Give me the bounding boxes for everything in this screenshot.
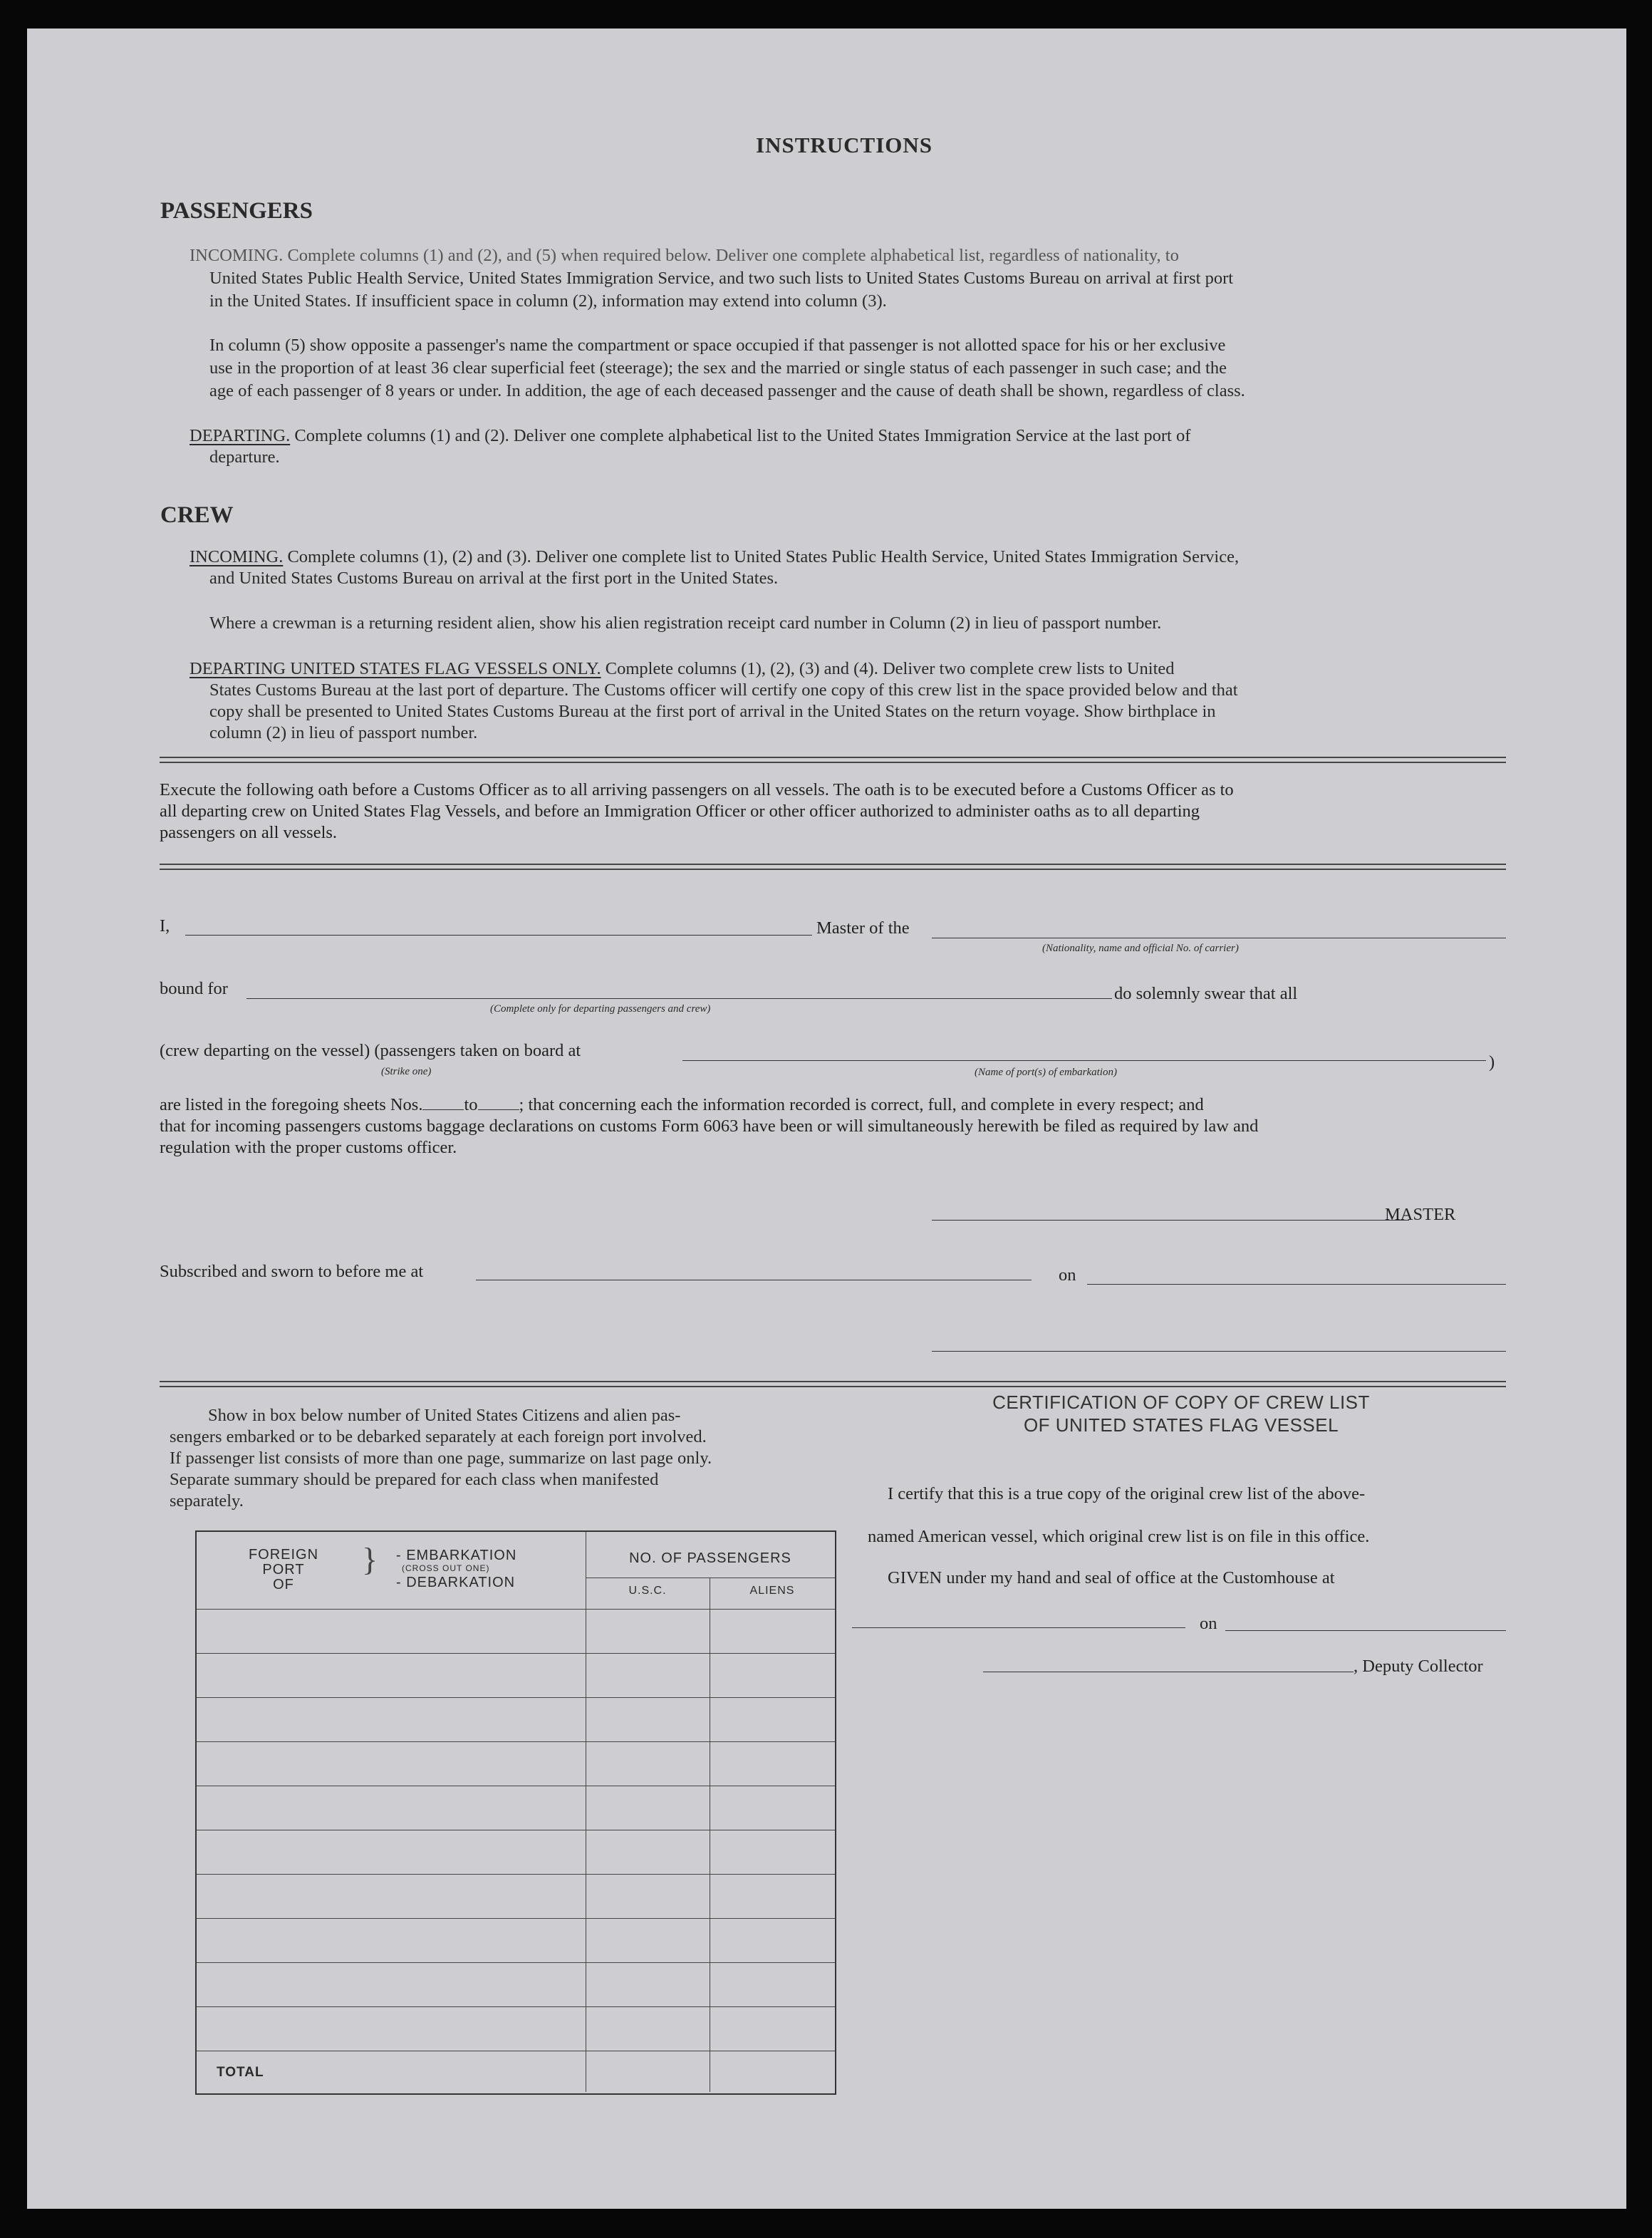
crew-resident-line: Where a crewman is a returning resident alien, show his alien registration receipt card number in Column (2) in lieu of passport number.: [209, 613, 1162, 633]
master-signature-field[interactable]: [932, 1220, 1409, 1221]
table-row[interactable]: [197, 1874, 835, 1875]
crew-departing-line4: column (2) in lieu of passport number.: [209, 723, 478, 742]
summary-line5: separately.: [170, 1491, 244, 1511]
crew-incoming-line1: INCOMING. Complete columns (1), (2) and (3). Deliver one complete list to United States Public Health Service, United States Immigration Service,: [189, 547, 1240, 566]
page-title: INSTRUCTIONS: [756, 133, 933, 157]
oath-i-label: I,: [160, 916, 170, 936]
table-row[interactable]: [197, 1962, 835, 1963]
crew-departing-label: (crew departing on the vessel) (passengers taken on board at: [160, 1041, 581, 1060]
brace-glyph: }: [362, 1541, 378, 1578]
embarkation-label: - EMBARKATION: [396, 1548, 517, 1563]
official-signature-field[interactable]: [932, 1351, 1506, 1352]
certification-line2: named American vessel, which original crew list is on file in this office.: [868, 1527, 1370, 1546]
certification-line1: I certify that this is a true copy of the original crew list of the above-: [888, 1484, 1366, 1503]
close-paren: ): [1489, 1052, 1495, 1072]
divider: [160, 757, 1506, 763]
subscribed-on-label: on: [1059, 1265, 1076, 1285]
crew-incoming-label: INCOMING.: [189, 547, 284, 566]
bound-for-field[interactable]: [246, 998, 1112, 999]
passenger-summary-table: [195, 1530, 836, 2095]
oath-instruction-line1: Execute the following oath before a Customs Officer as to all arriving passengers on all vessels. The oath is to be executed before a Customs Officer as to: [160, 780, 1234, 799]
column5-line1: In column (5) show opposite a passenger's name the compartment or space occupied if that passenger is not allotted space for his or her exclusive: [209, 336, 1226, 355]
column5-line2: use in the proportion of at least 36 clear superficial feet (steerage); the sex and the married or single status of each passenger in such case; and the: [209, 358, 1227, 378]
foreign-port-header: FOREIGN PORT OF: [248, 1547, 319, 1592]
summary-line2: sengers embarked or to be debarked separately at each foreign port involved.: [170, 1427, 707, 1446]
master-signature-label: MASTER: [1385, 1205, 1456, 1224]
certification-title: CERTIFICATION OF COPY OF CREW LIST OF UNITED STATES FLAG VESSEL: [992, 1392, 1370, 1436]
certification-on-label: on: [1200, 1614, 1217, 1633]
deputy-collector-label: , Deputy Collector: [1354, 1657, 1483, 1676]
complete-caption: (Complete only for departing passengers and crew): [490, 1003, 711, 1015]
embarkation-ports-field[interactable]: [682, 1060, 1486, 1061]
sheet-from-field[interactable]: [422, 1097, 464, 1110]
certification-line3: GIVEN under my hand and seal of office at the Customhouse at: [888, 1568, 1335, 1587]
listed-line3: regulation with the proper customs officer.: [160, 1138, 457, 1157]
no-passengers-header: NO. OF PASSENGERS: [629, 1550, 791, 1566]
divider: [160, 1381, 1506, 1387]
passengers-incoming-label: INCOMING.: [189, 246, 284, 265]
nationality-caption: (Nationality, name and official No. of carrier): [1042, 943, 1239, 954]
passengers-incoming-line2: United States Public Health Service, United States Immigration Service, and two such lists to United States Customs Bureau on arrival at first port: [209, 269, 1234, 288]
customhouse-field[interactable]: [852, 1627, 1185, 1628]
subscribed-date-field[interactable]: [1087, 1284, 1506, 1285]
passengers-incoming-line1: INCOMING. Complete columns (1) and (2), and (5) when required below. Deliver one complete alphabetical list, regardless of nationality, to: [189, 246, 1179, 265]
cross-out-label: (CROSS OUT ONE): [402, 1563, 490, 1573]
crew-departing-line2: States Customs Bureau at the last port of departure. The Customs officer will certify one copy of this crew list in the space provided below and that: [209, 680, 1238, 700]
document-page: [27, 29, 1626, 2209]
crew-departing-label: DEPARTING UNITED STATES FLAG VESSELS ONLY.: [189, 659, 601, 678]
passengers-departing-label: DEPARTING.: [189, 426, 291, 445]
ports-caption: (Name of port(s) of embarkation): [975, 1067, 1117, 1078]
crew-departing-line1: DEPARTING UNITED STATES FLAG VESSELS ONLY. Complete columns (1), (2), (3) and (4). Deliver two complete crew lists to United: [189, 659, 1175, 678]
sheet-to-field[interactable]: [478, 1097, 519, 1110]
debarkation-label: - DEBARKATION: [396, 1575, 516, 1590]
table-row[interactable]: [197, 1653, 835, 1654]
listed-line2: that for incoming passengers customs baggage declarations on customs Form 6063 have been or will simultaneously herewith be filed as required by law and: [160, 1117, 1259, 1136]
listed-line1: are listed in the foregoing sheets Nos. to ; that concerning each the information recorded is correct, full, and complete in every respect; and: [160, 1095, 1204, 1114]
passengers-departing-line1: DEPARTING. Complete columns (1) and (2). Deliver one complete alphabetical list to the United States Immigration Service at the last port of: [189, 426, 1191, 445]
certification-date-field[interactable]: [1225, 1630, 1506, 1631]
crew-departing-line3: copy shall be presented to United States Customs Bureau at the first port of arrival in the United States on the return voyage. Show birthplace in: [209, 702, 1216, 721]
summary-line3: If passenger list consists of more than one page, summarize on last page only.: [170, 1449, 712, 1468]
subscribed-label: Subscribed and sworn to before me at: [160, 1262, 424, 1281]
oath-instruction-line3: passengers on all vessels.: [160, 823, 338, 842]
table-row[interactable]: [197, 1741, 835, 1742]
table-row[interactable]: [197, 1697, 835, 1698]
usc-header: U.S.C.: [628, 1585, 667, 1597]
master-of-the-label: Master of the: [816, 918, 910, 938]
divider: [160, 864, 1506, 870]
bound-for-label: bound for: [160, 979, 228, 998]
table-row[interactable]: [197, 2006, 835, 2007]
summary-line4: Separate summary should be prepared for each class when manifested: [170, 1470, 659, 1489]
crew-heading: CREW: [160, 502, 234, 528]
aliens-header: ALIENS: [749, 1585, 795, 1597]
strike-one-caption: (Strike one): [381, 1066, 432, 1077]
oath-instruction-line2: all departing crew on United States Flag Vessels, and before an Immigration Officer or other officer authorized to administer oaths as to all departing: [160, 802, 1200, 821]
total-label: TOTAL: [217, 2065, 264, 2080]
table-row[interactable]: [197, 1918, 835, 1919]
passengers-departing-line2: departure.: [209, 447, 280, 467]
summary-line1: Show in box below number of United States Citizens and alien pas-: [208, 1406, 681, 1425]
passengers-heading: PASSENGERS: [160, 198, 313, 224]
crew-incoming-line2: and United States Customs Bureau on arrival at the first port in the United States.: [209, 569, 779, 588]
column5-line3: age of each passenger of 8 years or under. In addition, the age of each deceased passenger and the cause of death shall be shown, regardless of class.: [209, 381, 1245, 400]
master-name-field[interactable]: [185, 935, 812, 936]
swear-label: do solemnly swear that all: [1114, 984, 1298, 1003]
passengers-incoming-line3: in the United States. If insufficient space in column (2), information may extend into column (3).: [209, 291, 887, 311]
